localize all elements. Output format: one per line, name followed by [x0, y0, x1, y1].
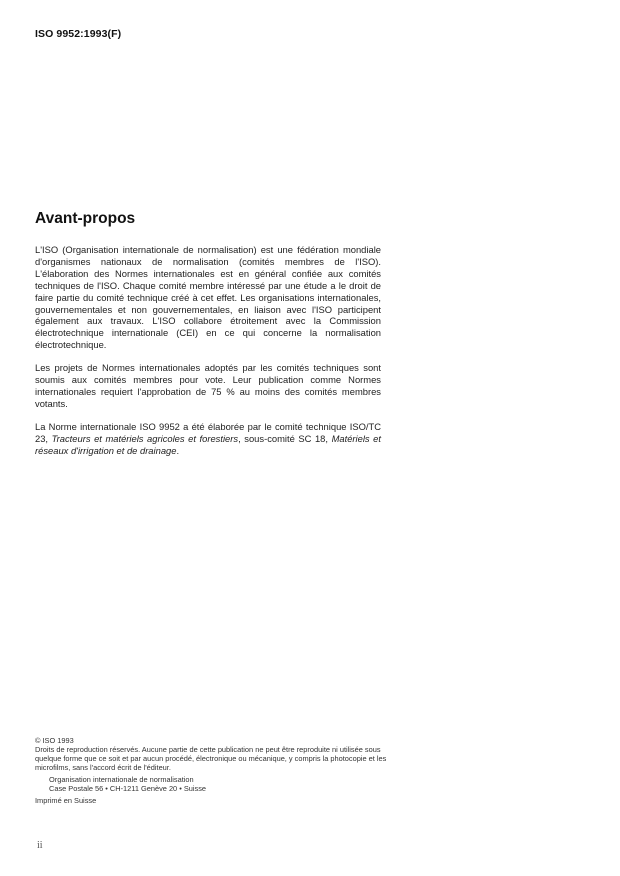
paragraph-text-segment: , sous-comité SC 18,: [238, 432, 332, 444]
subcommittee-title: Matériels et réseaux d'irrigation et de drainage: [35, 432, 381, 456]
copyright-footer: [35, 736, 395, 805]
section-title: Avant-propos: [35, 210, 136, 227]
rights-notice: Droits de reproduction réservés. Aucune partie de cette publication ne peut être reproduite ni utilisée sous quelque forme que ce soit et par aucun procédé, électronique ou mécanique, y compris la photocopie et les microfilms, sans l'accord écrit de l'éditeur.: [35, 745, 387, 772]
foreword-paragraph-1: [35, 244, 381, 351]
paragraph-text: [35, 421, 381, 457]
printed-in-notice: Imprimé en Suisse: [35, 796, 97, 805]
foreword-paragraph-2: [35, 362, 381, 410]
paragraph-text: L'ISO (Organisation internationale de normalisation) est une fédération mondiale d'organismes nationaux de normalisation (comités membres de l'ISO). L'élaboration des Normes internationales est en général confiée aux comités techniques de l'ISO. Chaque comité membre intéressé par une étude a le droit de faire partie du comité technique créé à cet effet. Les organisations internationales, gouvernementales et non gouvernementales, en liaison avec l'ISO participent également aux travaux. L'ISO collabore étroitement avec la Commission électrotechnique internationale (CEI) en ce qui concerne la normalisation électrotechnique.: [35, 244, 381, 351]
copyright-line: © ISO 1993: [35, 736, 74, 745]
publisher-address: Case Postale 56 • CH-1211 Genève 20 • Suisse: [49, 784, 207, 793]
foreword-paragraph-3: [35, 421, 381, 457]
committee-title: Tracteurs et matériels agricoles et forestiers: [51, 432, 239, 444]
document-id-header: ISO 9952:1993(F): [35, 28, 122, 40]
paragraph-text-segment: .: [176, 444, 180, 456]
page-number: ii: [37, 840, 43, 851]
paragraph-text-segment: La Norme internationale ISO 9952 a été élaborée par le comité technique ISO/TC 23,: [35, 421, 381, 444]
paragraph-text: Les projets de Normes internationales adoptés par les comités techniques sont soumis aux comités membres pour vote. Leur publication comme Normes internationales requiert l'approbation de 75 % au moins des comités membres votants.: [35, 362, 381, 409]
publisher-name: Organisation internationale de normalisation: [49, 775, 194, 784]
